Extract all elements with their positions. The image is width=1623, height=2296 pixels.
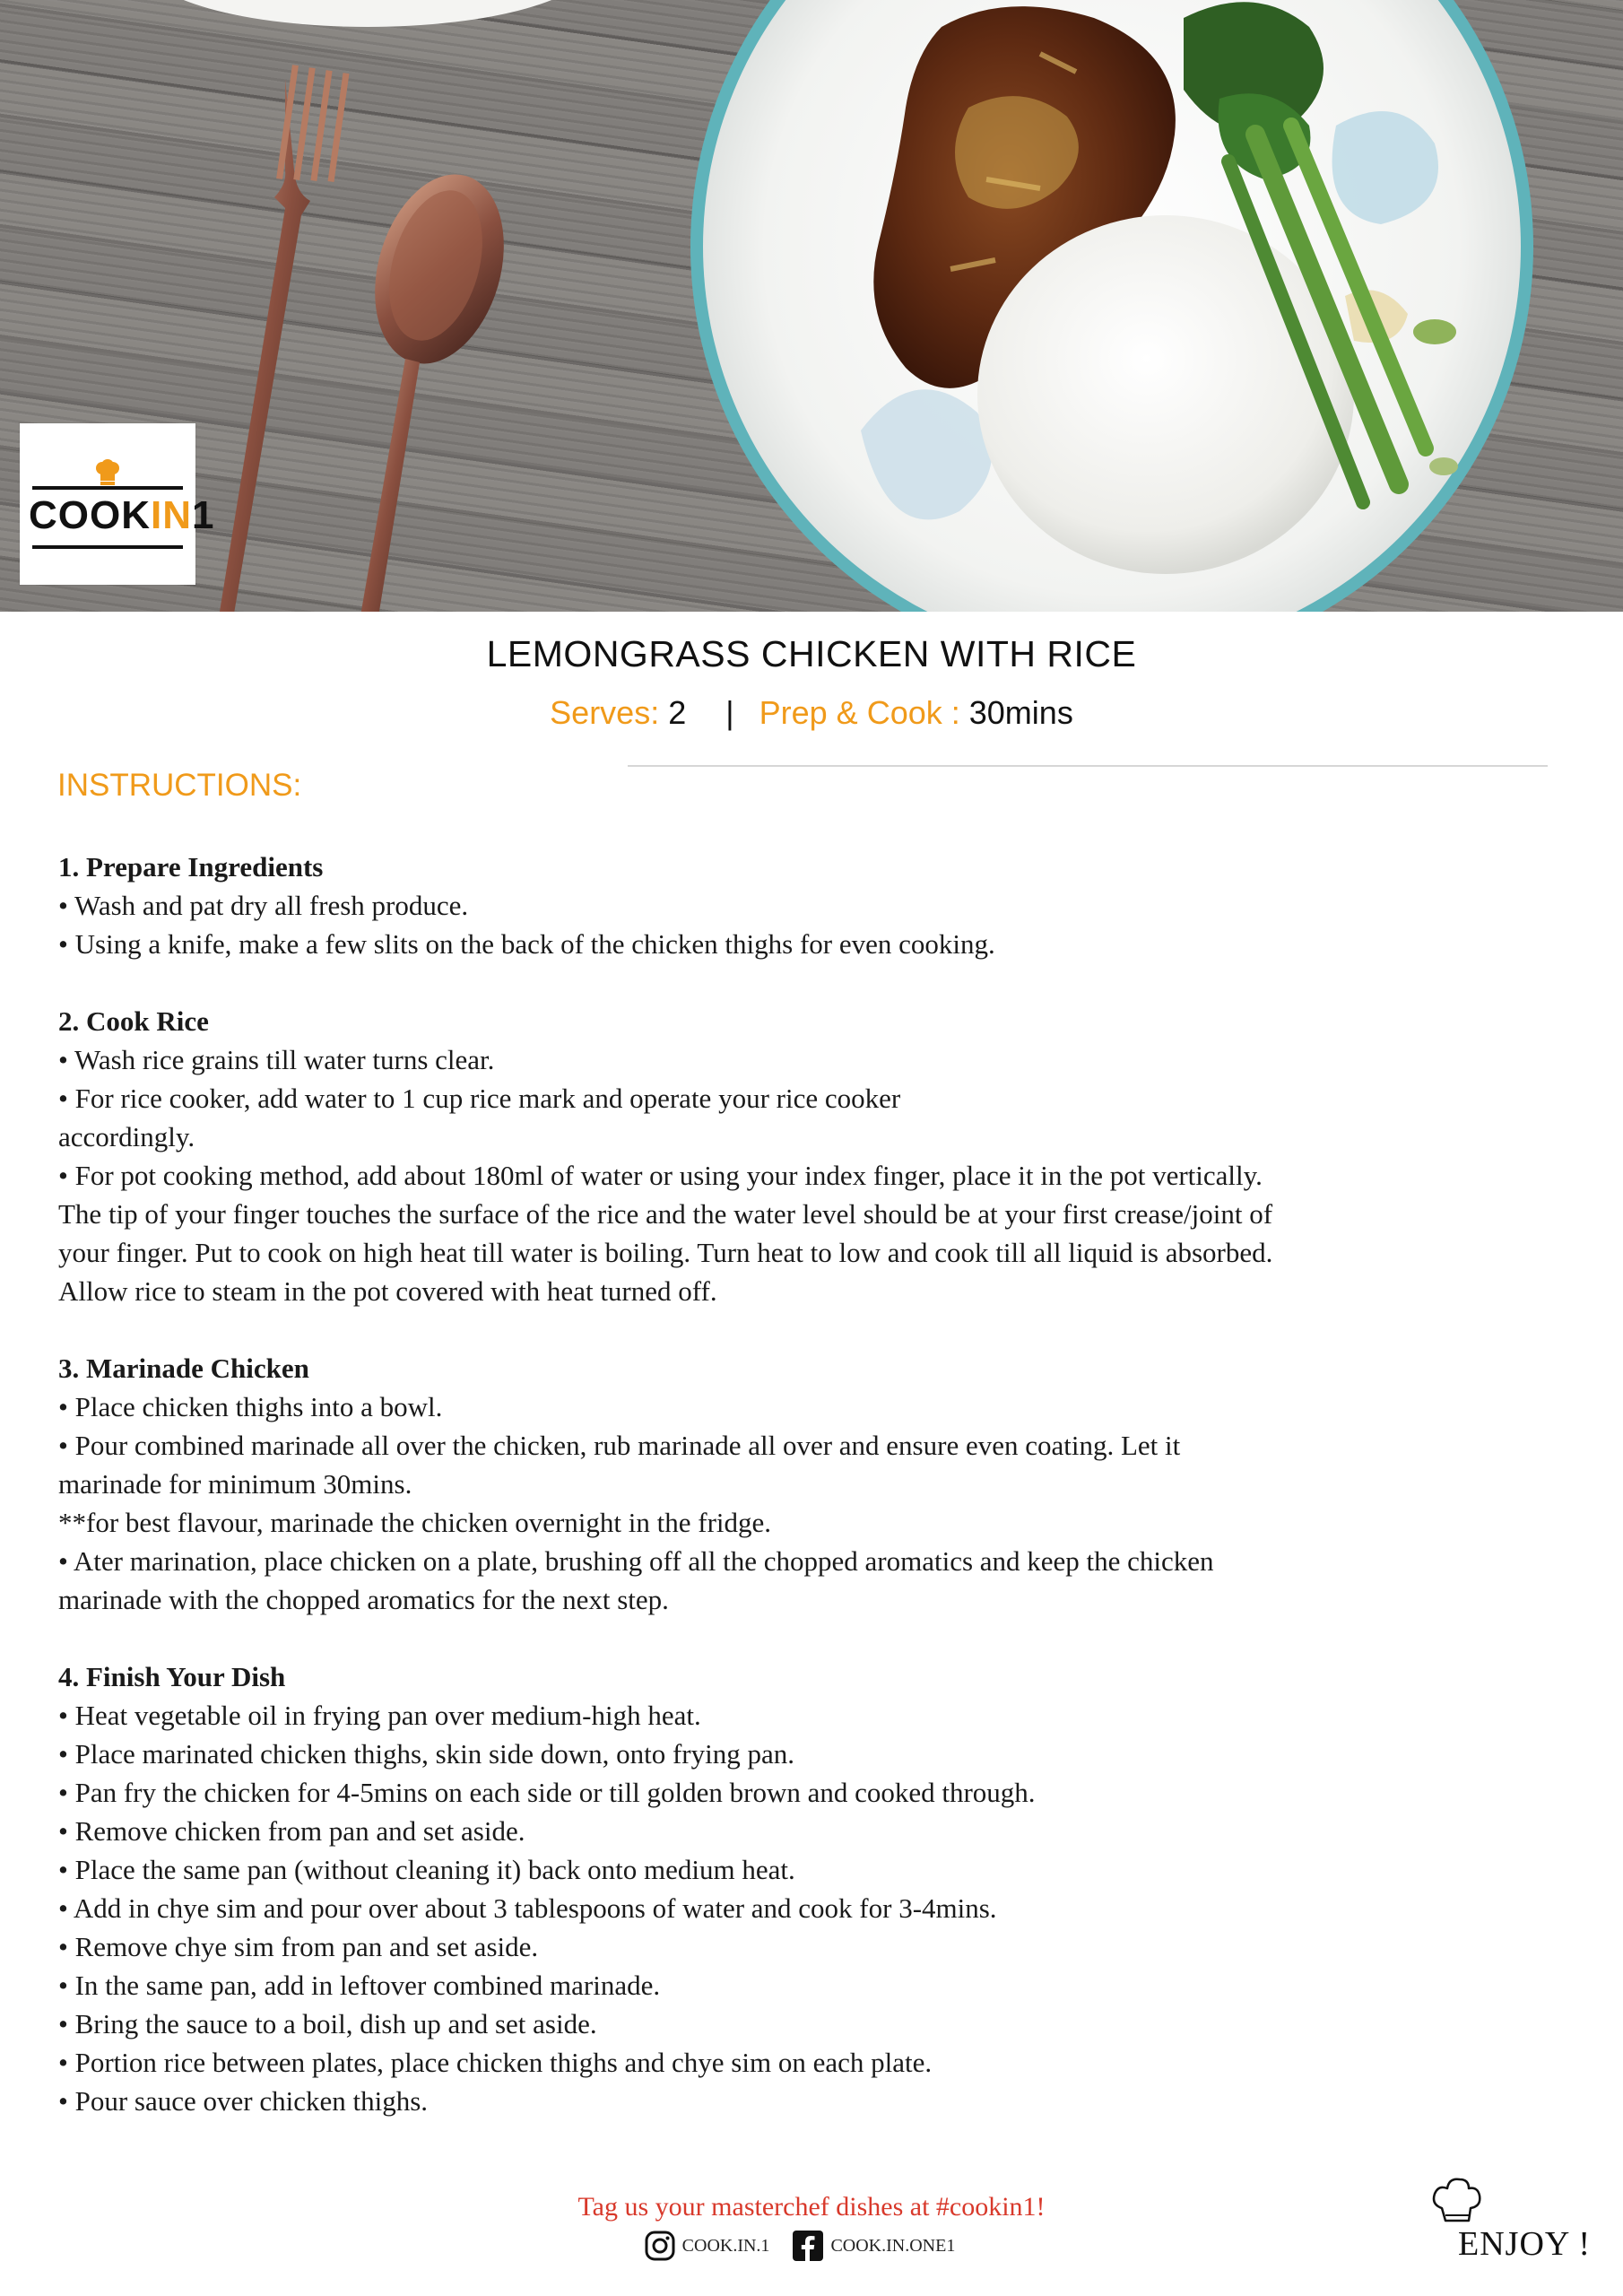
instruction-line: your finger. Put to cook on high heat till water is boiling. Turn heat to low and cook till all liquid is absorbed. — [58, 1237, 1273, 1268]
instruction-line: • In the same pan, add in leftover combined marinade. — [58, 1970, 661, 2001]
instruction-line: • Place the same pan (without cleaning it) back onto medium heat. — [58, 1854, 795, 1885]
section-title: 4. Finish Your Dish — [58, 1661, 286, 1692]
instruction-line: • Pour sauce over chicken thighs. — [58, 2085, 429, 2117]
instruction-line: **for best flavour, marinade the chicken overnight in the fridge. — [58, 1507, 772, 1538]
instruction-line: accordingly. — [58, 1121, 195, 1152]
rice-mound — [977, 215, 1354, 574]
chef-hat-logo-icon — [95, 459, 120, 486]
instruction-line: • Bring the sauce to a boil, dish up and set aside. — [58, 2008, 597, 2039]
instruction-line: • Ater marination, place chicken on a plate, brushing off all the chopped aromatics and keep the chicken — [58, 1545, 1214, 1577]
instructions-body — [58, 848, 1565, 2159]
hero-photo — [0, 0, 1623, 612]
side-plate — [143, 0, 592, 27]
facebook-icon[interactable] — [793, 2231, 823, 2261]
recipe-title: LEMONGRASS CHICKEN WITH RICE — [486, 633, 1137, 674]
instructions-heading: INSTRUCTIONS: — [57, 768, 302, 803]
facebook-handle[interactable]: COOK.IN.ONE1 — [830, 2235, 956, 2256]
enjoy-sign-off — [1426, 2172, 1605, 2280]
instruction-line: • Place chicken thighs into a bowl. — [58, 1391, 443, 1422]
instruction-line: marinade with the chopped aromatics for the next step. — [58, 1584, 669, 1615]
cookin1-logo — [20, 423, 215, 585]
instruction-line: • For pot cooking method, add about 180ml of water or using your index finger, place it in the pot vertically. — [58, 1160, 1263, 1191]
fork-icon — [219, 65, 349, 612]
instruction-line: • Remove chicken from pan and set aside. — [58, 1815, 525, 1847]
instruction-line: • Portion rice between plates, place chicken thighs and chye sim on each plate. — [58, 2047, 933, 2078]
footer-tagline: Tag us your masterchef dishes at #cookin1! — [577, 2192, 1046, 2222]
section-finish-your-dish — [58, 1657, 1565, 2120]
section-title: 3. Marinade Chicken — [58, 1352, 309, 1384]
logo-rule-top — [32, 486, 183, 490]
instruction-line: • Pour combined marinade all over the chicken, rub marinade all over and ensure even coating. Let it — [58, 1430, 1181, 1461]
instruction-line: marinade for minimum 30mins. — [58, 1468, 412, 1500]
social-links — [0, 2231, 1623, 2261]
recipe-meta — [0, 694, 1623, 732]
spoon-icon — [354, 159, 525, 612]
instruction-line: • Pan fry the chicken for 4-5mins on each side or till golden brown and cooked through. — [58, 1777, 1036, 1808]
instagram-icon[interactable] — [645, 2231, 675, 2261]
header-divider — [628, 765, 1548, 767]
section-prepare-ingredients — [58, 848, 1565, 963]
hero-illustration — [0, 0, 1623, 612]
enjoy-text: ENJOY ! — [1458, 2225, 1592, 2263]
section-cook-rice — [58, 1002, 1565, 1310]
serves-value: 2 — [668, 694, 687, 731]
instruction-line: • Place marinated chicken thighs, skin side down, onto frying pan. — [58, 1738, 794, 1770]
instruction-line: • Using a knife, make a few slits on the back of the chicken thighs for even cooking. — [58, 928, 995, 960]
section-title: 2. Cook Rice — [58, 1005, 209, 1037]
instruction-line: • Wash and pat dry all fresh produce. — [58, 890, 469, 921]
logo-rule-bottom — [32, 545, 183, 549]
instruction-line: • Remove chye sim from pan and set aside. — [58, 1931, 539, 1962]
prep-cook-value: 30mins — [968, 694, 1073, 731]
instruction-line: Allow rice to steam in the pot covered with heat turned off. — [58, 1275, 717, 1307]
instruction-line: • For rice cooker, add water to 1 cup rice mark and operate your rice cooker — [58, 1083, 901, 1114]
logo-wordmark: COOKIN1 — [29, 493, 215, 537]
instruction-line: • Add in chye sim and pour over about 3 tablespoons of water and cook for 3-4mins. — [58, 1892, 997, 1924]
meta-separator: | — [725, 694, 734, 731]
instruction-line: • Heat vegetable oil in frying pan over medium-high heat. — [58, 1700, 701, 1731]
serves-label: Serves: — [550, 694, 660, 731]
section-title: 1. Prepare Ingredients — [58, 851, 324, 883]
instagram-handle[interactable]: COOK.IN.1 — [681, 2235, 770, 2256]
prep-cook-label: Prep & Cook : — [759, 694, 960, 731]
section-marinade-chicken — [58, 1349, 1565, 1619]
instruction-line: • Wash rice grains till water turns clear. — [58, 1044, 495, 1075]
instruction-line: The tip of your finger touches the surface of the rice and the water level should be at your first crease/joint of — [58, 1198, 1273, 1230]
